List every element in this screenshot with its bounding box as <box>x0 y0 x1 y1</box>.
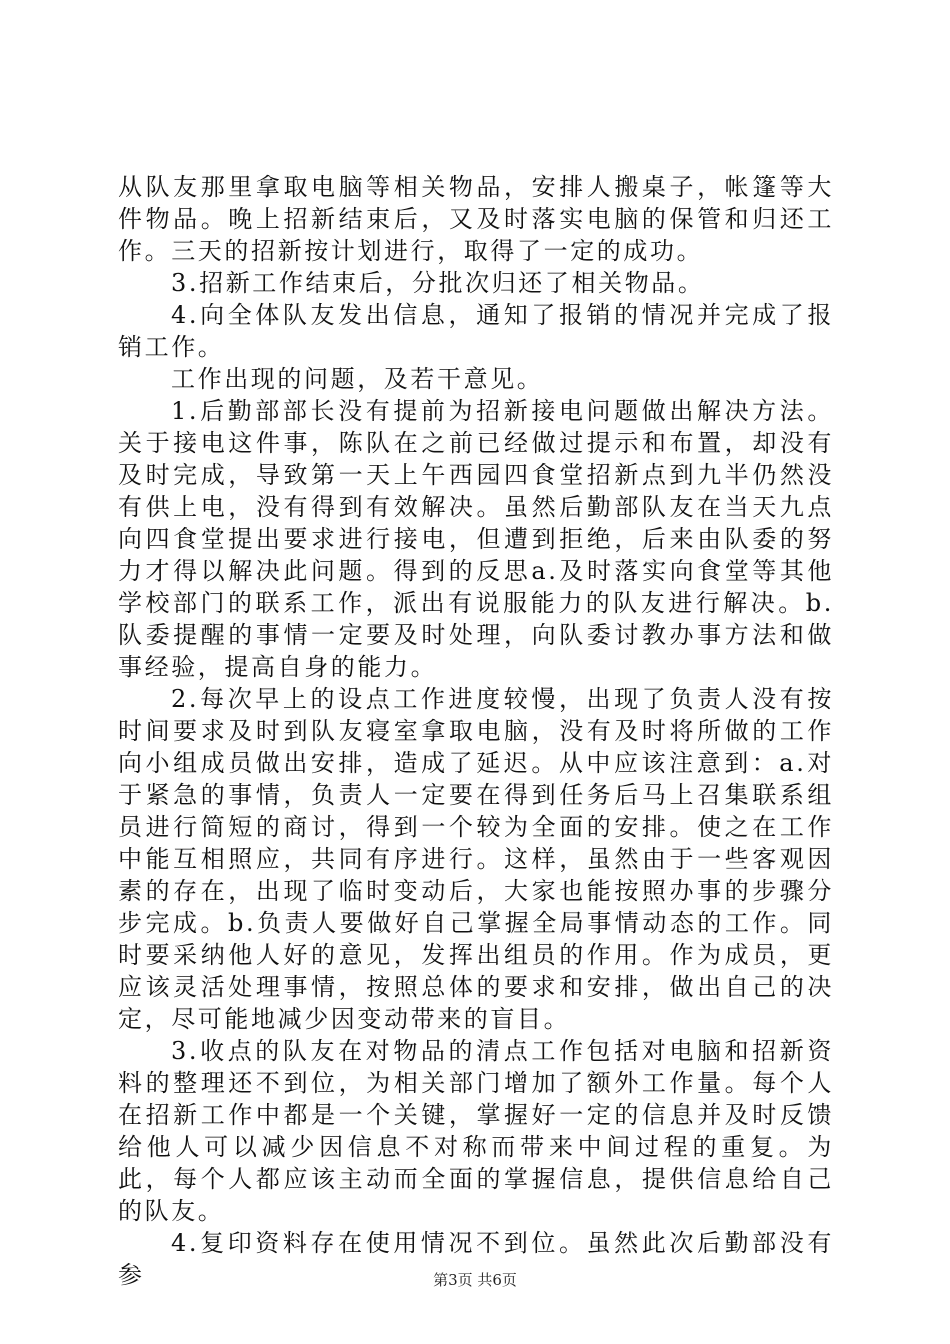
paragraph-7: 3.收点的队友在对物品的清点工作包括对电脑和招新资料的整理还不到位，为相关部门增加了额外工作量。每个人在招新工作中都是一个关键，掌握好一定的信息并及时反馈给他人可以减少因信息不对称而带来中间过程的重复。为此，每个人都应该主动而全面的掌握信息，提供信息给自己的队友。 <box>118 1037 834 1225</box>
paragraph-2: 3.招新工作结束后，分批次归还了相关物品。 <box>171 269 705 297</box>
section-heading: 工作出现的问题，及若干意见。 <box>171 365 544 393</box>
paragraph-1: 从队友那里拿取电脑等相关物品，安排人搬桌子，帐篷等大件物品。晚上招新结束后，又及时落实电脑的保管和归还工作。三天的招新按计划进行，取得了一定的成功。 <box>118 173 834 265</box>
paragraph-3: 4.向全体队友发出信息，通知了报销的情况并完成了报销工作。 <box>118 301 834 361</box>
page-number-footer: 第3页 共6页 <box>433 1271 517 1289</box>
paragraph-6: 2.每次早上的设点工作进度较慢，出现了负责人没有按时间要求及时到队友寝室拿取电脑，没有及时将所做的工作向小组成员做出安排，造成了延迟。从中应该注意到：a.对于紧急的事情，负责人一定要在得到任务后马上召集联系组员进行简短的商讨，得到一个较为全面的安排。使之在工作中能互相照应，共同有序进行。这样，虽然由于一些客观因素的存在，出现了临时变动后，大家也能按照办事的步骤分步完成。b.负责人要做好自己掌握全局事情动态的工作。同时要采纳他人好的意见，发挥出组员的作用。作为成员，更应该灵活处理事情，按照总体的要求和安排，做出自己的决定，尽可能地减少因变动带来的盲目。 <box>118 685 834 1033</box>
paragraph-5: 1.后勤部部长没有提前为招新接电问题做出解决方法。关于接电这件事，陈队在之前已经做过提示和布置，却没有及时完成，导致第一天上午西园四食堂招新点到九半仍然没有供上电，没有得到有效解决。虽然后勤部队友在当天九点向四食堂提出要求进行接电，但遭到拒绝，后来由队委的努力才得以解决此问题。得到的反思a.及时落实向食堂等其他学校部门的联系工作，派出有说服能力的队友进行解决。b.队委提醒的事情一定要及时处理，向队委讨教办事方法和做事经验，提高自身的能力。 <box>118 397 834 681</box>
document-body <box>118 171 834 1291</box>
paragraph-8: 4.复印资料存在使用情况不到位。虽然此次后勤部没有参 <box>118 1229 834 1289</box>
